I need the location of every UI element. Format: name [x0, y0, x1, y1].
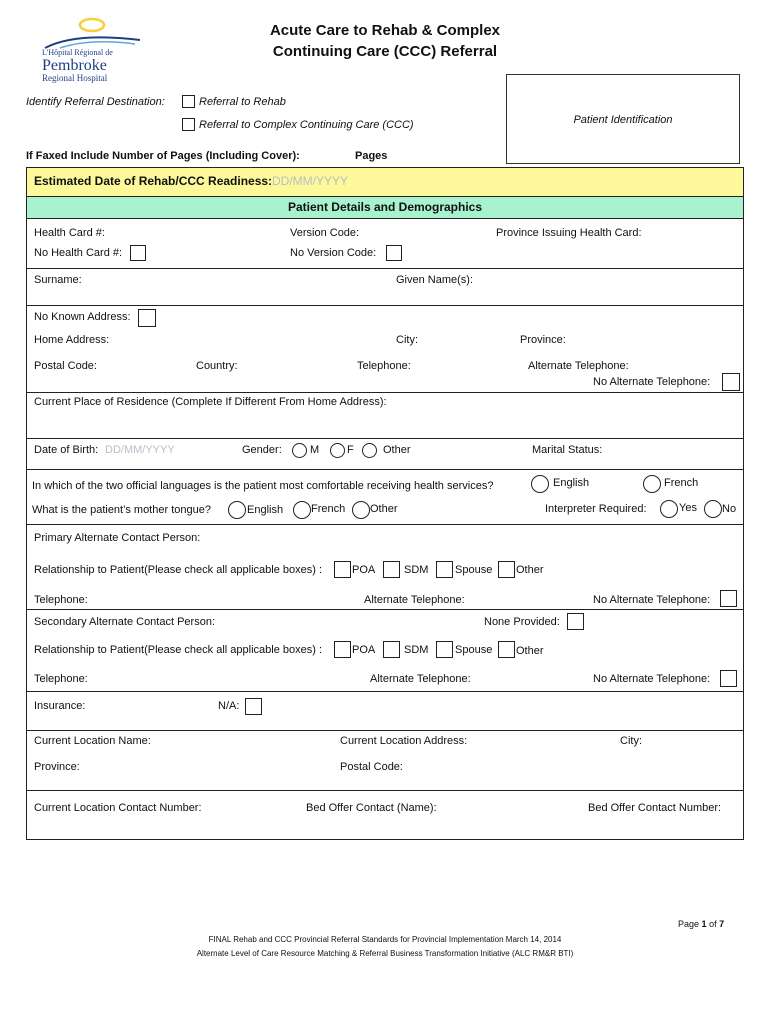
secondary-spouse-checkbox[interactable]	[436, 641, 453, 658]
gender-f-radio[interactable]	[330, 443, 345, 458]
official-french-radio[interactable]	[643, 475, 661, 493]
secondary-telephone-label: Telephone:	[34, 673, 88, 685]
patient-identification-label: Patient Identification	[573, 114, 673, 126]
province-label: Province:	[520, 334, 566, 346]
mother-french-radio[interactable]	[293, 501, 311, 519]
patient-identification-box[interactable]	[506, 74, 740, 164]
logo-text-line2: Pembroke	[42, 57, 107, 74]
health-card-label: Health Card #:	[34, 227, 105, 239]
no-health-card-checkbox[interactable]	[130, 245, 146, 261]
destination-label: Identify Referral Destination:	[26, 96, 165, 108]
insurance-label: Insurance:	[34, 700, 86, 712]
gender-m-label: M	[310, 444, 320, 456]
postal-code-label: Postal Code:	[34, 360, 97, 372]
readiness-date-field[interactable]: DD/MM/YYYY	[272, 174, 349, 188]
no-known-address-checkbox[interactable]	[138, 309, 156, 327]
rehab-checkbox[interactable]	[182, 95, 195, 108]
none-provided-checkbox[interactable]	[567, 613, 584, 630]
divider	[26, 218, 744, 219]
secondary-contact-label: Secondary Alternate Contact Person:	[34, 616, 215, 628]
ccc-option-label: Referral to Complex Continuing Care (CCC)	[199, 119, 414, 131]
page-of: of	[709, 919, 717, 929]
date-of-birth-field[interactable]: DD/MM/YYYY	[105, 444, 175, 456]
location-city-label: City:	[620, 735, 642, 747]
interpreter-yes-radio[interactable]	[660, 500, 678, 518]
primary-spouse-checkbox[interactable]	[436, 561, 453, 578]
secondary-sdm-checkbox[interactable]	[383, 641, 400, 658]
primary-spouse-label: Spouse	[455, 564, 493, 576]
gender-label: Gender:	[242, 444, 282, 456]
no-alternate-telephone-checkbox[interactable]	[722, 373, 740, 391]
version-code-label: Version Code:	[290, 227, 360, 239]
no-version-code-checkbox[interactable]	[386, 245, 402, 261]
primary-poa-checkbox[interactable]	[334, 561, 351, 578]
telephone-label: Telephone:	[357, 360, 411, 372]
hospital-logo	[40, 14, 150, 86]
city-label: City:	[396, 334, 418, 346]
interpreter-no-label: No	[722, 503, 737, 515]
rehab-option-label: Referral to Rehab	[199, 96, 286, 108]
primary-no-alternate-telephone-label: No Alternate Telephone:	[593, 594, 711, 606]
page-label: Page	[678, 919, 700, 929]
gender-m-radio[interactable]	[292, 443, 307, 458]
official-english-label: English	[553, 477, 590, 489]
readiness-label: Estimated Date of Rehab/CCC Readiness:	[34, 174, 273, 188]
primary-sdm-label: SDM	[404, 564, 429, 576]
divider	[26, 524, 744, 525]
no-alternate-telephone-label: No Alternate Telephone:	[593, 376, 711, 388]
gender-f-label: F	[347, 444, 354, 456]
secondary-other-checkbox[interactable]	[498, 641, 515, 658]
divider	[26, 392, 744, 393]
surname-label: Surname:	[34, 274, 82, 286]
primary-poa-label: POA	[352, 564, 376, 576]
divider	[26, 268, 744, 269]
mother-english-radio[interactable]	[228, 501, 246, 519]
logo-text-line1: L'Hôpital Régional de	[42, 48, 113, 57]
mother-tongue-label: What is the patient’s mother tongue?	[32, 504, 211, 516]
secondary-spouse-label: Spouse	[455, 644, 493, 656]
primary-contact-label: Primary Alternate Contact Person:	[34, 532, 201, 544]
footer-line1: FINAL Rehab and CCC Provincial Referral Standards for Provincial Implementation March 14, 2014	[208, 935, 562, 944]
mother-french-label: French	[311, 503, 346, 515]
section-title: Patient Details and Demographics	[287, 200, 483, 214]
secondary-no-alternate-telephone-label: No Alternate Telephone:	[593, 673, 711, 685]
form-title-line2: Continuing Care (CCC) Referral	[272, 43, 498, 60]
secondary-other-label: Other	[516, 645, 544, 657]
secondary-poa-label: POA	[352, 644, 376, 656]
divider	[26, 691, 744, 692]
location-postal-code-label: Postal Code:	[340, 761, 403, 773]
location-contact-number-label: Current Location Contact Number:	[34, 802, 202, 814]
current-location-address-label: Current Location Address:	[340, 735, 468, 747]
interpreter-required-label: Interpreter Required:	[545, 503, 647, 515]
no-health-card-label: No Health Card #:	[34, 247, 123, 259]
page-number	[678, 919, 724, 929]
bed-offer-contact-name-label: Bed Offer Contact (Name):	[306, 802, 437, 814]
page-current: 1	[701, 919, 707, 929]
alternate-telephone-label: Alternate Telephone:	[528, 360, 629, 372]
official-french-label: French	[664, 477, 699, 489]
divider	[26, 305, 744, 306]
primary-other-label: Other	[516, 564, 544, 576]
gender-other-radio[interactable]	[362, 443, 377, 458]
footer-line2: Alternate Level of Care Resource Matching & Referral Business Transformation Initiative (ALC RM&R BTI)	[196, 949, 574, 958]
secondary-relationship-label: Relationship to Patient(Please check all applicable boxes) :	[34, 644, 322, 656]
primary-telephone-label: Telephone:	[34, 594, 88, 606]
location-province-label: Province:	[34, 761, 80, 773]
interpreter-no-radio[interactable]	[704, 500, 722, 518]
primary-alternate-telephone-label: Alternate Telephone:	[364, 594, 465, 606]
date-of-birth-label: Date of Birth:	[34, 444, 99, 456]
official-english-radio[interactable]	[531, 475, 549, 493]
fax-pages-unit: Pages	[355, 150, 388, 162]
no-known-address-label: No Known Address:	[34, 311, 131, 323]
province-issuing-label: Province Issuing Health Card:	[496, 227, 642, 239]
insurance-na-checkbox[interactable]	[245, 698, 262, 715]
secondary-no-alternate-telephone-checkbox[interactable]	[720, 670, 737, 687]
divider	[26, 730, 744, 731]
country-label: Country:	[196, 360, 238, 372]
current-location-name-label: Current Location Name:	[34, 735, 151, 747]
primary-relationship-label: Relationship to Patient(Please check all applicable boxes) :	[34, 564, 322, 576]
divider	[26, 438, 744, 439]
given-names-label: Given Name(s):	[396, 274, 474, 286]
primary-sdm-checkbox[interactable]	[383, 561, 400, 578]
primary-no-alternate-telephone-checkbox[interactable]	[720, 590, 737, 607]
no-version-code-label: No Version Code:	[290, 247, 377, 259]
form-title-line1: Acute Care to Rehab & Complex	[269, 22, 501, 39]
page-total: 7	[719, 919, 725, 929]
fax-pages-label: If Faxed Include Number of Pages (Including Cover):	[26, 150, 300, 162]
logo-text-line3: Regional Hospital	[42, 73, 108, 83]
insurance-na-label: N/A:	[218, 700, 240, 712]
divider	[26, 790, 744, 791]
primary-other-checkbox[interactable]	[498, 561, 515, 578]
bed-offer-contact-number-label: Bed Offer Contact Number:	[588, 802, 722, 814]
interpreter-yes-label: Yes	[679, 502, 697, 514]
mother-other-radio[interactable]	[352, 501, 370, 519]
divider	[26, 609, 744, 610]
secondary-sdm-label: SDM	[404, 644, 429, 656]
marital-status-label: Marital Status:	[532, 444, 603, 456]
ccc-checkbox[interactable]	[182, 118, 195, 131]
mother-english-label: English	[247, 504, 284, 516]
home-address-label: Home Address:	[34, 334, 110, 346]
secondary-poa-checkbox[interactable]	[334, 641, 351, 658]
none-provided-label: None Provided:	[484, 616, 560, 628]
secondary-alternate-telephone-label: Alternate Telephone:	[370, 673, 471, 685]
divider	[26, 469, 744, 470]
gender-other-label: Other	[383, 444, 411, 456]
current-residence-label: Current Place of Residence (Complete If Different From Home Address):	[34, 396, 387, 408]
mother-other-label: Other	[370, 503, 398, 515]
official-language-question: In which of the two official languages is the patient most comfortable receiving health services?	[32, 480, 494, 492]
